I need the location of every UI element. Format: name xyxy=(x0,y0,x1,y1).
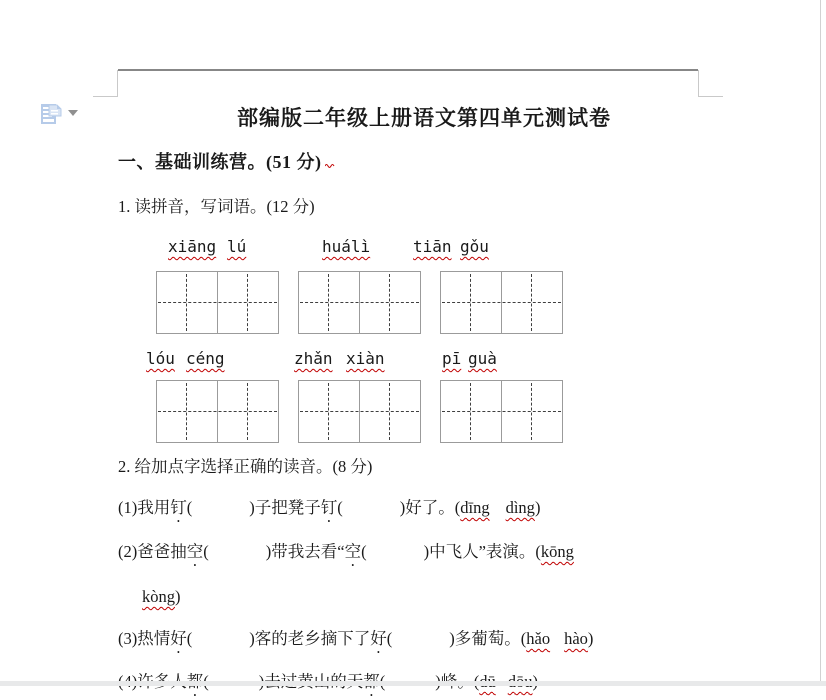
dotted-character: 钉 xyxy=(170,498,187,517)
text-segment: (3)热情 xyxy=(118,629,171,648)
text-segment: ( xyxy=(186,629,193,648)
answer-blank xyxy=(550,643,564,644)
text-segment: ) xyxy=(587,629,594,648)
text-segment: )中飞人”表演。( xyxy=(423,542,541,561)
pinyin-word: lú xyxy=(227,237,247,256)
pinyin-option: hào xyxy=(564,629,588,648)
pinyin-option: dìng xyxy=(505,498,535,517)
page-title: 部编版二年级上册语文第四单元测试卷 xyxy=(237,106,611,130)
text-segment: ( xyxy=(361,542,367,561)
text-segment: ) xyxy=(534,498,541,517)
writing-grid xyxy=(440,380,563,443)
question-2-item-3 xyxy=(118,628,593,657)
text-boundary-top-rule xyxy=(118,69,698,71)
writing-grid xyxy=(440,271,563,334)
dotted-character: 钉 xyxy=(320,498,338,517)
dotted-character: 空 xyxy=(186,542,204,561)
paste-options-button[interactable] xyxy=(38,101,86,131)
dotted-character: 好 xyxy=(170,629,187,648)
question-2-label: 2. 给加点字选择正确的读音。(8 分) xyxy=(118,457,373,476)
pinyin-word: guà xyxy=(468,349,497,368)
text-segment: )好了。( xyxy=(399,498,461,517)
pinyin-option: hǎo xyxy=(526,629,551,648)
answer-blank xyxy=(385,686,435,687)
page-edge-line xyxy=(820,0,821,686)
pinyin-word: gǒu xyxy=(460,237,489,256)
text-segment: ) xyxy=(175,587,181,606)
pinyin-word: zhǎn xyxy=(294,349,333,368)
answer-blank xyxy=(209,556,266,557)
text-boundary-corner-right xyxy=(698,96,723,97)
question-1-label: 1. 读拼音，写词语。(12 分) xyxy=(118,197,315,216)
pinyin-word: xiàn xyxy=(346,349,385,368)
text-segment: (2)爸爸抽 xyxy=(118,542,187,561)
question-2-item-2 xyxy=(118,541,574,570)
pinyin-option: kōng xyxy=(540,542,574,561)
pinyin-word: pī xyxy=(442,349,462,368)
dotted-character: 空 xyxy=(344,542,362,561)
text-segment: ( xyxy=(337,498,343,517)
writing-grid xyxy=(298,271,421,334)
answer-blank xyxy=(192,643,249,644)
answer-blank xyxy=(343,512,400,513)
text-segment: )客的老乡摘下了 xyxy=(249,629,371,648)
answer-blank xyxy=(192,512,249,513)
text-segment: ( xyxy=(386,629,393,648)
text-segment: )子把凳子 xyxy=(249,498,321,517)
text-boundary-corner-left xyxy=(117,70,118,97)
spellcheck-mark-icon xyxy=(325,152,336,173)
text-segment: )带我去看“ xyxy=(265,542,345,561)
writing-grid xyxy=(156,380,279,443)
pinyin-option: kòng xyxy=(142,587,175,606)
dotted-character: 好 xyxy=(370,629,387,648)
text-boundary-corner-left xyxy=(93,96,118,97)
question-2-item-1 xyxy=(118,497,540,526)
text-boundary-corner-right xyxy=(698,70,699,97)
pinyin-word: lóu xyxy=(146,349,175,368)
window-bottom-bar xyxy=(0,681,826,686)
section-heading: 一、基础训练营。(51 分) xyxy=(118,148,336,174)
answer-blank xyxy=(496,686,508,687)
pinyin-word: huálì xyxy=(322,237,371,256)
text-segment: ( xyxy=(186,498,193,517)
writing-grid xyxy=(298,380,421,443)
answer-blank xyxy=(209,686,259,687)
dropdown-arrow-icon[interactable] xyxy=(68,110,78,116)
pinyin-word: tiān xyxy=(413,237,452,256)
answer-blank xyxy=(392,643,449,644)
question-2-item-2-cont xyxy=(142,586,181,608)
answer-blank xyxy=(490,512,506,513)
pinyin-word: céng xyxy=(186,349,225,368)
writing-grid xyxy=(156,271,279,334)
pinyin-word: xiāng xyxy=(168,237,217,256)
pinyin-option: dīng xyxy=(460,498,490,517)
text-segment: (1)我用 xyxy=(118,498,171,517)
text-segment: ( xyxy=(203,542,209,561)
answer-blank xyxy=(367,556,424,557)
text-segment: )多葡萄。( xyxy=(449,629,527,648)
